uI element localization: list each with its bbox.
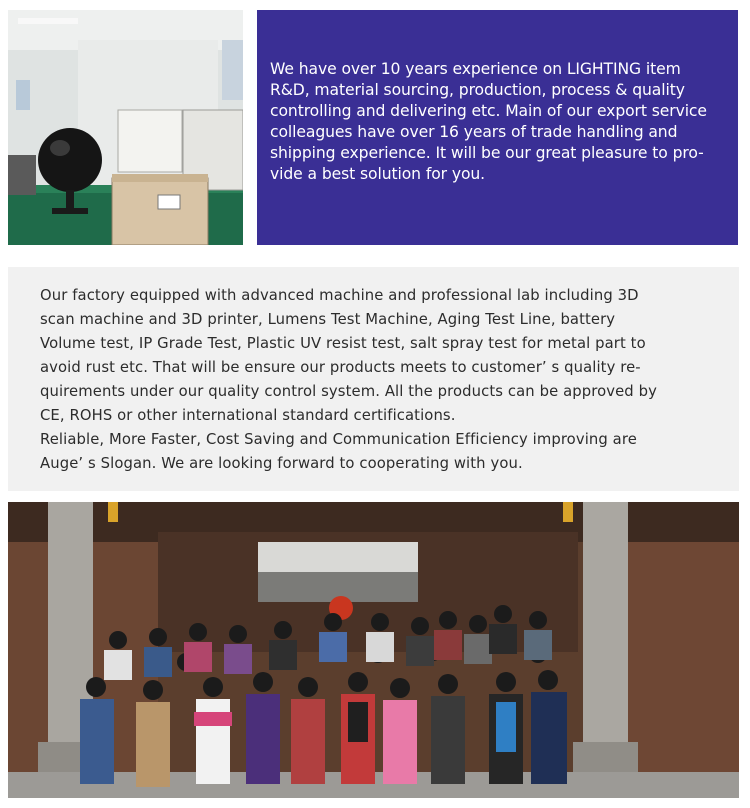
factory-line: CE, ROHS or other international standard certifications. [40,407,456,424]
intro-panel [257,10,738,245]
factory-text [40,284,725,476]
factory-line: quirements under our quality control system. All the products can be approved by [40,383,657,400]
factory-line: Volume test, IP Grade Test, Plastic UV resist test, salt spray test for metal part to [40,335,646,352]
intro-line: colleagues have over 16 years of trade handling and [270,123,678,141]
factory-line: scan machine and 3D printer, Lumens Test Machine, Aging Test Line, battery [40,311,616,328]
intro-text [270,59,726,185]
intro-line: R&D, material sourcing, production, process & quality [270,81,685,99]
factory-line: Auge’ s Slogan. We are looking forward to cooperating with you. [40,455,523,472]
lab-photo-illustration [8,10,243,245]
intro-line: controlling and delivering etc. Main of our export service [270,102,707,120]
intro-line: We have over 10 years experience on LIGHTING item [270,60,681,78]
factory-line: Our factory equipped with advanced machine and professional lab including 3D [40,287,639,304]
factory-line: avoid rust etc. That will be ensure our products meets to customer’ s quality re- [40,359,641,376]
team-photo-illustration [8,502,739,798]
factory-line: Reliable, More Faster, Cost Saving and Communication Efficiency improving are [40,431,637,448]
team-photo [8,502,739,798]
intro-line: vide a best solution for you. [270,165,486,183]
factory-panel [8,267,739,491]
lab-photo [8,10,243,245]
intro-line: shipping experience. It will be our great pleasure to pro- [270,144,704,162]
